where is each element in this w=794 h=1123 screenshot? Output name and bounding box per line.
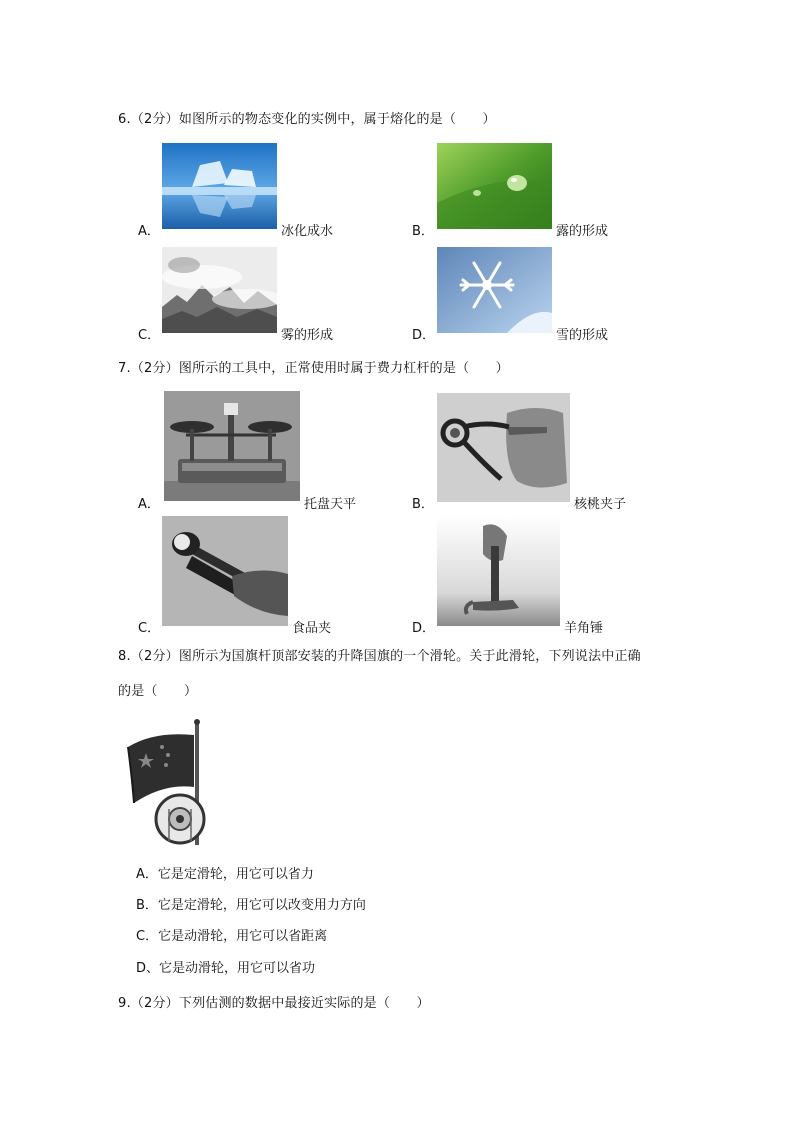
- q7-option-b-letter: B．: [412, 497, 434, 512]
- question-6-stem: 6.（2分）如图所示的物态变化的实例中，属于熔化的是（ ）: [118, 112, 496, 127]
- nutcracker-image: [437, 393, 570, 502]
- food-tongs-image: [162, 516, 288, 626]
- q6-option-c-letter: C．: [138, 328, 161, 343]
- flagpole-pulley-image: [124, 717, 206, 845]
- fog-image: [162, 247, 277, 333]
- q6-option-c-caption: 雾的形成: [281, 328, 334, 343]
- q8-choice-b: B．它是定滑轮，用它可以改变用力方向: [136, 898, 366, 913]
- q6-option-d-letter: D．: [412, 328, 436, 343]
- q7-option-c-caption: 食品夹: [292, 621, 332, 636]
- q6-option-a-letter: A．: [138, 224, 160, 239]
- q6-option-a-caption: 冰化成水: [281, 224, 334, 239]
- q8-choice-d: D、它是动滑轮，用它可以省功: [136, 961, 316, 976]
- question-7-stem: 7.（2分）图所示的工具中，正常使用时属于费力杠杆的是（ ）: [118, 361, 509, 376]
- question-8-stem-line2: 的是（ ）: [118, 684, 198, 699]
- claw-hammer-image: [437, 516, 560, 626]
- q7-option-b-caption: 核桃夹子: [574, 497, 627, 512]
- q6-option-b-letter: B．: [412, 224, 434, 239]
- q6-option-b-caption: 露的形成: [556, 224, 609, 239]
- question-8-stem-line1: 8.（2分）图所示为国旗杆顶部安装的升降国旗的一个滑轮。关于此滑轮，下列说法中正确: [118, 649, 641, 664]
- q7-option-a-letter: A．: [138, 497, 160, 512]
- snowflake-image: [437, 247, 552, 333]
- dew-drop-image: [437, 143, 552, 229]
- q8-choice-a: A．它是定滑轮，用它可以省力: [136, 867, 314, 882]
- q6-option-d-caption: 雪的形成: [556, 328, 609, 343]
- q7-option-d-caption: 羊角锤: [564, 621, 604, 636]
- question-9-stem: 9.（2分）下列估测的数据中最接近实际的是（ ）: [118, 996, 430, 1011]
- q8-choice-c: C．它是动滑轮，用它可以省距离: [136, 929, 328, 944]
- q7-option-c-letter: C．: [138, 621, 161, 636]
- ice-melting-image: [162, 143, 277, 229]
- balance-scale-image: [164, 391, 300, 501]
- q7-option-a-caption: 托盘天平: [304, 497, 357, 512]
- q7-option-d-letter: D．: [412, 621, 436, 636]
